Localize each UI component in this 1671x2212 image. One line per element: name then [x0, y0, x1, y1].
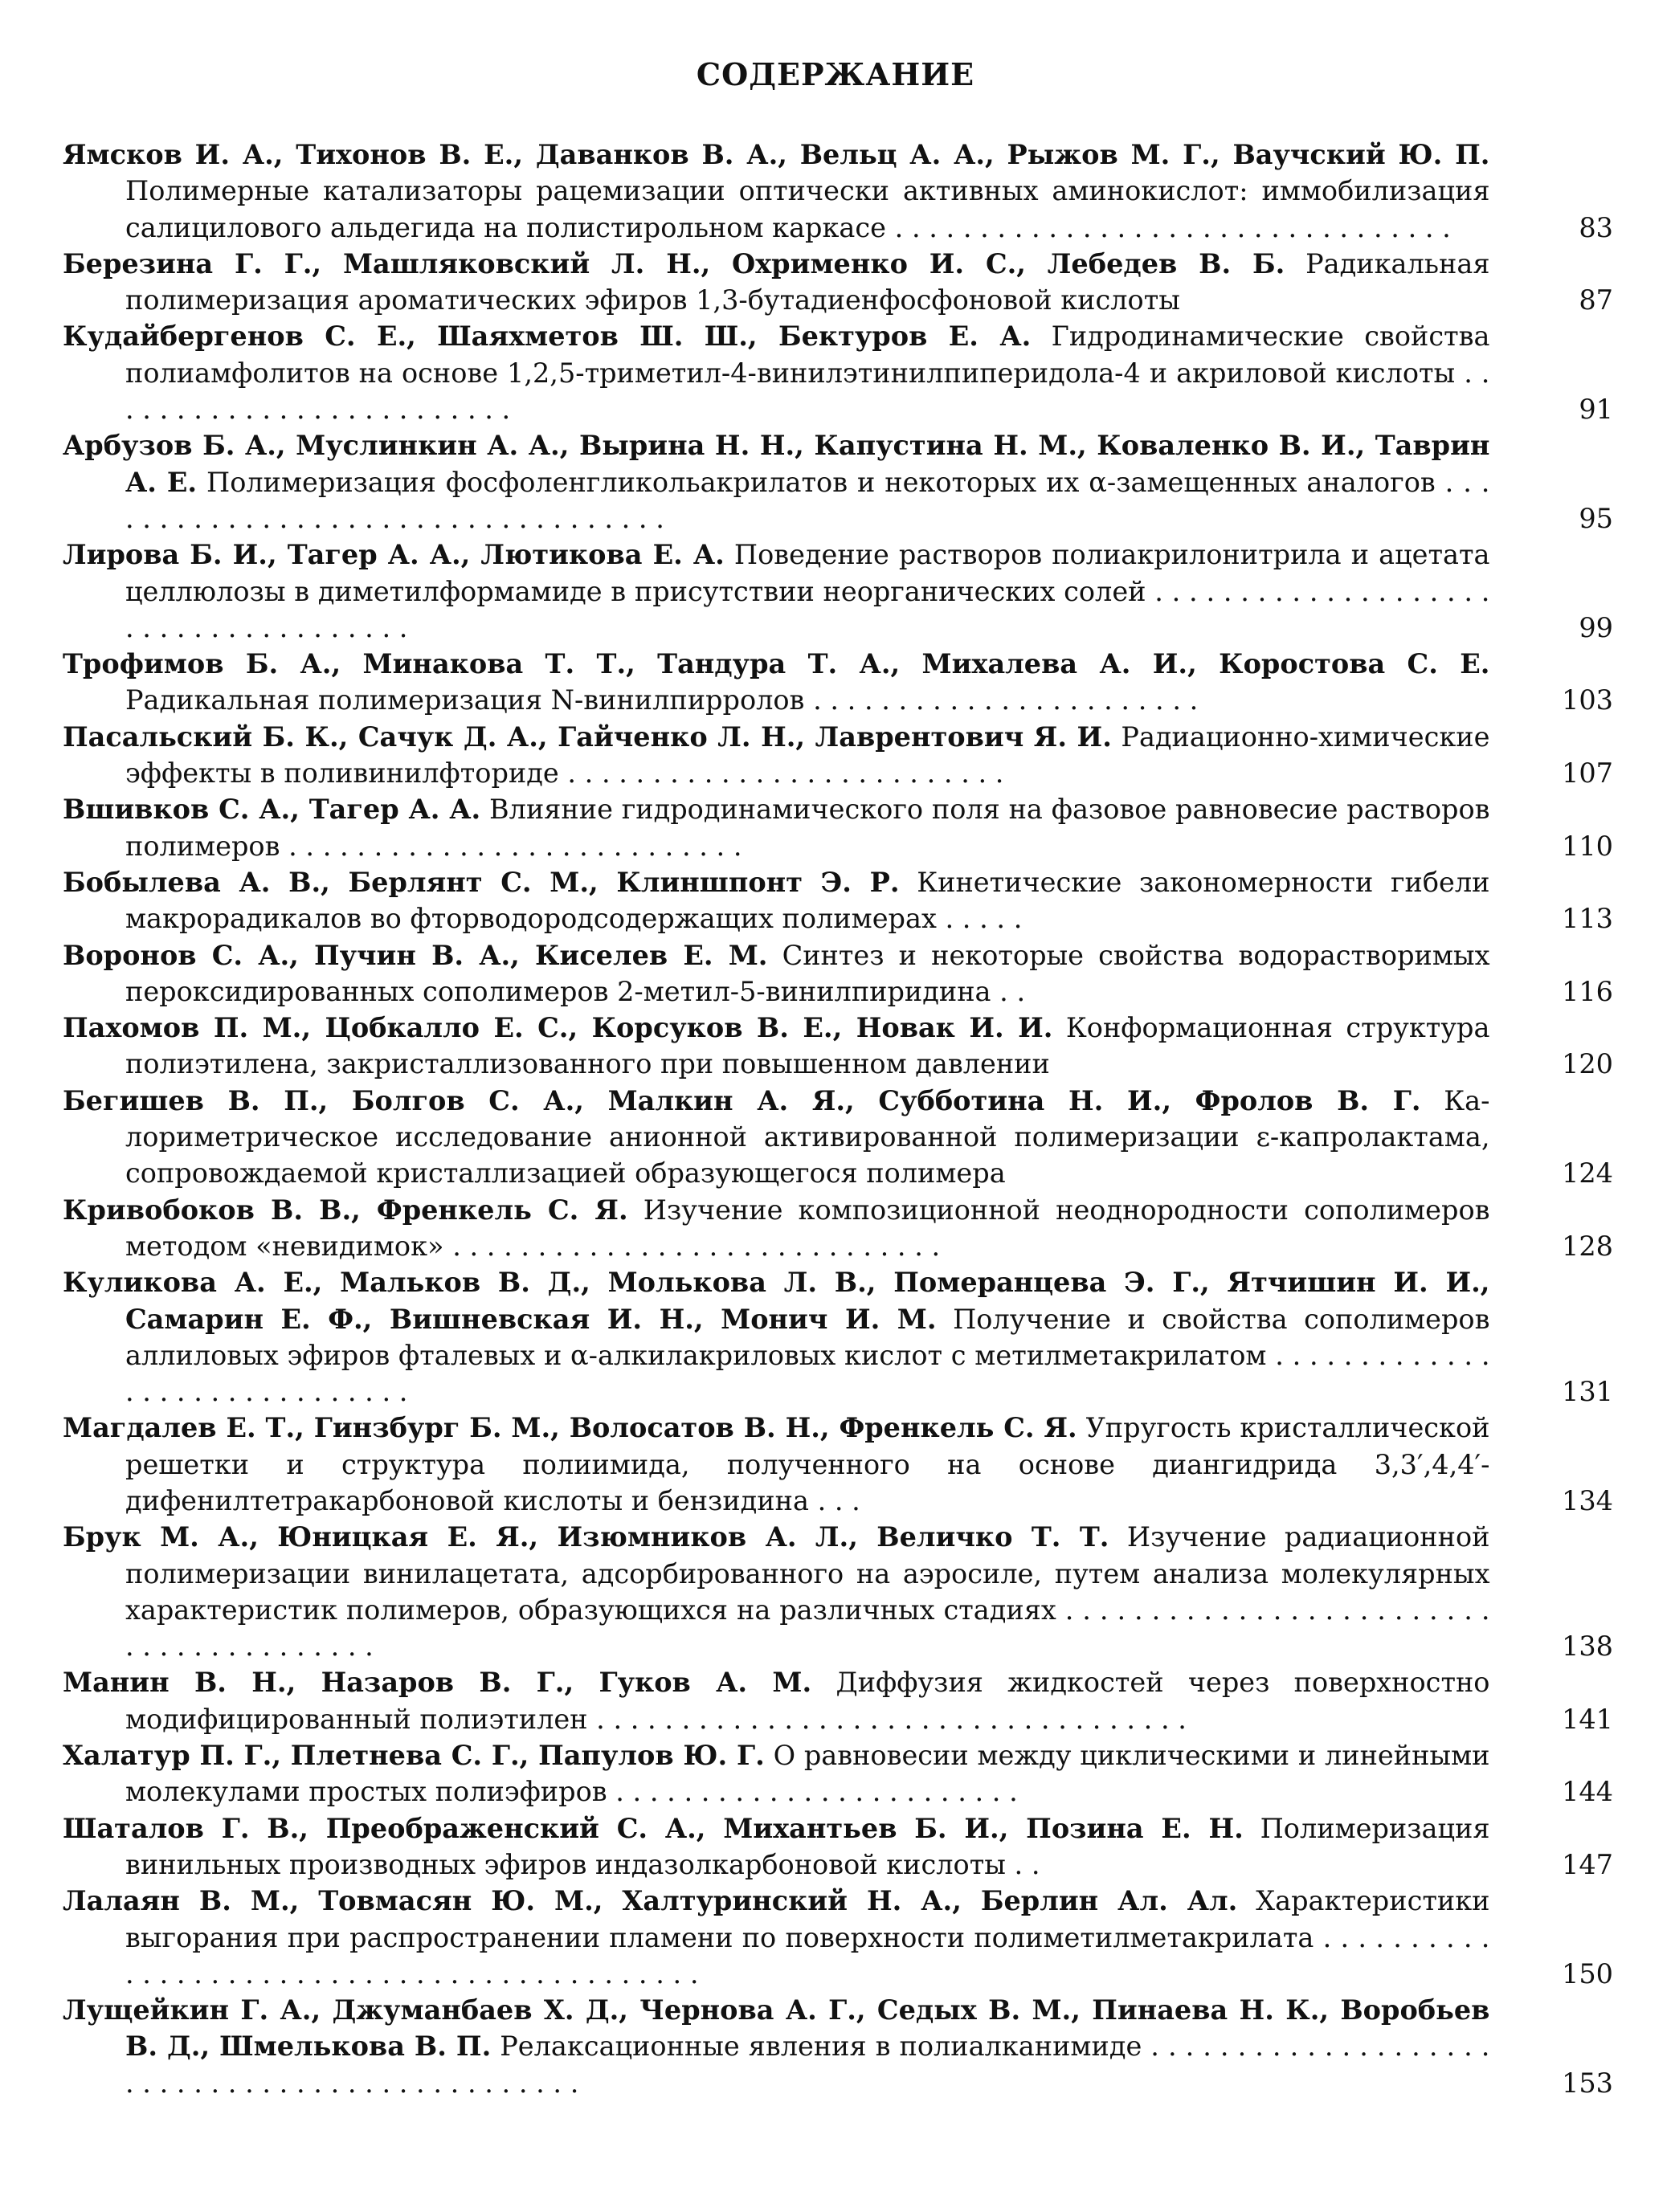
toc-entry-text: [63, 537, 1489, 646]
toc-entry-text: [63, 864, 1489, 937]
toc-entry-text: [63, 1264, 1489, 1410]
toc-entry-text: [63, 1737, 1489, 1810]
entry-authors: Кривобоков В. В., Френкель С. Я.: [63, 1194, 628, 1226]
entry-page-number: 138: [1562, 1630, 1613, 1663]
entry-authors: Арбузов Б. А., Муслинкин А. А., Вырина Н. Н., Капустина Н. М., Коваленко В. И., Таврин А. Е.: [63, 430, 1490, 498]
entry-page-number: 153: [1562, 2067, 1613, 2099]
leader-dots: . . . . . . . . . . . . . . . . . . . . . . . . . .: [558, 757, 1004, 790]
toc-entry-text: [63, 791, 1489, 864]
toc-entry-text: [63, 1192, 1489, 1265]
toc-entry: [63, 1083, 1613, 1192]
entry-title: Полимеризация фосфоленгликольакрилатов и некоторых их α-замещенных аналогов: [206, 466, 1436, 498]
leader-dots: . . .: [808, 1484, 860, 1516]
entry-title: Характеристики выгорания при распространении пламени по поверхности полиметилметакрилата: [125, 1885, 1490, 1953]
entry-authors: Пасальский Б. К., Сачук Д. А., Гайченко Л. Н., Лаврентович Я. И.: [63, 720, 1112, 753]
entry-authors: Лалаян В. М., Товмасян Ю. М., Халтуринский Н. А., Берлин Ал. Ал.: [63, 1885, 1238, 1917]
leader-dots: . .: [1005, 1848, 1040, 1880]
toc-entry-text: [63, 246, 1489, 319]
leader-dots: . . . . . . . . . . . . . . . . . . . . . . . . .: [125, 357, 1490, 426]
entry-page-number: 120: [1562, 1048, 1613, 1080]
entry-page-number: 150: [1562, 1957, 1613, 1990]
entry-authors: Брук М. А., Юницкая Е. Я., Изюмников А. Л., Величко Т. Т.: [63, 1521, 1109, 1553]
toc-entry: [63, 1519, 1613, 1664]
entry-title: Полимеризация винильных производных эфиров индазолкарбоновой кислоты: [125, 1812, 1490, 1880]
toc-entry-text: [63, 937, 1489, 1010]
table-of-contents: [63, 137, 1613, 2101]
entry-authors: Халатур П. Г., Плетнева С. Г., Папулов Ю. Г.: [63, 1740, 765, 1772]
entry-title: Конформационная структура полиэтилена, закристаллизованного при повышенном давлении: [125, 1012, 1490, 1080]
toc-entry: [63, 1010, 1613, 1083]
entry-authors: Лущейкин Г. А., Джуманбаев Х. Д., Чернова А. Г., Седых В. М., Пинаева Н. К., Воробьев В. Д., Шмелькова В. П.: [63, 1994, 1490, 2063]
toc-entry: [63, 1737, 1613, 1810]
toc-entry-text: [63, 1992, 1489, 2101]
toc-entry: [63, 646, 1613, 719]
toc-entry: [63, 427, 1613, 537]
leader-dots: . . . . . . . . . . . . . . . . . . . . . . . . . . .: [280, 830, 742, 862]
toc-entry-text: [63, 1083, 1489, 1192]
leader-dots: . . . . . . . . . . . . . . . . . . . . . . . . . . . . .: [443, 1230, 941, 1262]
toc-entry: [63, 246, 1613, 319]
leader-dots: . .: [991, 975, 1026, 1007]
entry-authors: Ямсков И. А., Тихонов В. Е., Даванков В. А., Вельц А. А., Рыжов М. Г., Ваучский Ю. П.: [63, 139, 1490, 170]
toc-entry: [63, 1810, 1613, 1883]
toc-entry-text: [63, 719, 1489, 792]
entry-title: Радикальная полимеризация ароматических эфиров 1,3-бутадиенфосфоновой кислоты: [125, 247, 1490, 316]
entry-title: Упругость кристаллической решетки и структура полиимида, полученного на основе диангидрида 3,3′,4,4′-дифенилтетракарбоновой кислоты и бензидина: [125, 1412, 1490, 1516]
toc-entry-text: [63, 318, 1489, 427]
entry-page-number: 91: [1579, 394, 1613, 426]
entry-authors: Вшивков С. А., Тагер А. А.: [63, 794, 481, 826]
toc-entry-text: [63, 1810, 1489, 1883]
entry-title: Гидродинамические свойства полиамфолитов на основе 1,2,5-триметил-4-винилэтинилпиперидола-4 и акриловой кислоты: [125, 320, 1490, 389]
leader-dots: . . . . . . . . . . . . . . . . . . . . . . .: [804, 684, 1199, 716]
entry-authors: Бобылева А. В., Берлянт С. М., Клиншпонт Э. Р.: [63, 866, 900, 898]
leader-dots: . . . . . . . . . . . . . . . . . . . . . . . . . . . . . . . . . . .: [125, 466, 1490, 534]
entry-page-number: 124: [1562, 1157, 1613, 1190]
entry-authors: Лирова Б. И., Тагер А. А., Лютикова Е. А.: [63, 539, 725, 571]
toc-entry-text: [63, 1664, 1489, 1737]
toc-entry: [63, 1264, 1613, 1410]
entry-page-number: 95: [1579, 502, 1613, 534]
entry-page-number: 83: [1579, 211, 1613, 243]
entry-title: Влияние гидродинамического поля на фазовое равновесие растворов полимеров: [125, 794, 1490, 862]
leader-dots: . . . . .: [936, 903, 1023, 935]
entry-authors: Куликова А. Е., Мальков В. Д., Молькова Л. В., Померанцева Э. Г., Ятчишин И. И., Самарин Е. Ф., Вишневская И. Н., Монич И. М.: [63, 1267, 1490, 1335]
entry-authors: Шаталов Г. В., Преображенский С. А., Михантьев Б. И., Позина Е. Н.: [63, 1812, 1244, 1844]
entry-title: Релаксационные явления в полиалканимиде: [500, 2030, 1142, 2063]
entry-title: Полимерные катализаторы рацемизации оптически активных аминокислот: иммобилизация салицилового альдегида на полистирольном каркасе: [125, 175, 1490, 243]
entry-page-number: 131: [1562, 1376, 1613, 1408]
entry-title: Изучение композиционной неоднородности сополимеров методом «невидимок»: [125, 1194, 1490, 1262]
entry-title: Кинетические закономерности гибели макрорадикалов во фторводородсодержащих полимерах: [125, 866, 1490, 935]
toc-entry-text: [63, 1519, 1489, 1664]
leader-dots: . . . . . . . . . . . . . . . . . . . . . . . . . . . . . . . . . . .: [587, 1703, 1187, 1735]
toc-entry-text: [63, 646, 1489, 719]
toc-entry: [63, 1410, 1613, 1519]
toc-entry-text: [63, 427, 1489, 537]
leader-dots: . . . . . . . . . . . . . . . . . . . . . . . .: [607, 1776, 1018, 1808]
leader-dots: . . . . . . . . . . . . . . . . . . . . . . . . . . . . . . . . . . . . . . . . . . . .: [125, 1921, 1490, 1990]
entry-title: Поведение растворов полиакрилонитрила и ацетата целлюлозы в диметилформамиде в присутствии неорганических солей: [125, 539, 1490, 607]
leader-dots: . . . . . . . . . . . . . . . . . . . . . . . . . . . . . .: [125, 1339, 1490, 1408]
entry-title: О равновесии между циклическими и линейными молекулами простых полиэфиров: [125, 1740, 1490, 1808]
leader-dots: . . . . . . . . . . . . . . . . . . . . . . . . . . . . . . . . . . . . .: [125, 575, 1490, 643]
entry-page-number: 128: [1562, 1230, 1613, 1262]
entry-page-number: 110: [1562, 830, 1613, 862]
entry-page-number: 113: [1562, 903, 1613, 935]
toc-entry: [63, 791, 1613, 864]
toc-entry: [63, 937, 1613, 1010]
entry-authors: Бегишев В. П., Болгов С. А., Малкин А. Я., Субботина Н. И., Фролов В. Г.: [63, 1084, 1421, 1116]
entry-page-number: 99: [1579, 611, 1613, 643]
entry-authors: Трофимов Б. А., Минакова Т. Т., Тандура Т. А., Михалева А. И., Коростова С. Е.: [63, 648, 1490, 680]
entry-page-number: 134: [1562, 1484, 1613, 1516]
entry-page-number: 107: [1562, 757, 1613, 790]
toc-entry-text: [63, 1010, 1489, 1083]
entry-page-number: 103: [1562, 684, 1613, 716]
entry-authors: Кудайбергенов С. Е., Шаяхметов Ш. Ш., Бектуров Е. А.: [63, 320, 1032, 353]
toc-entry-text: [63, 137, 1489, 246]
entry-authors: Магдалев Е. Т., Гинзбург Б. М., Волосатов В. Н., Френкель С. Я.: [63, 1412, 1077, 1444]
entry-authors: Манин В. Н., Назаров В. Г., Гуков А. М.: [63, 1667, 812, 1699]
entry-page-number: 147: [1562, 1848, 1613, 1880]
entry-page-number: 141: [1562, 1703, 1613, 1735]
toc-entry: [63, 864, 1613, 937]
toc-entry: [63, 719, 1613, 792]
toc-entry: [63, 137, 1613, 246]
entry-page-number: 116: [1562, 975, 1613, 1007]
toc-entry: [63, 318, 1613, 427]
entry-page-number: 144: [1562, 1776, 1613, 1808]
entry-page-number: 87: [1579, 284, 1613, 316]
entry-title: Радикальная полимеризация N-винилпирролов: [125, 684, 805, 716]
entry-title: Диффузия жидкостей через поверхностно модифицированный полиэтилен: [125, 1667, 1490, 1735]
entry-authors: Пахомов П. М., Цобкалло Е. С., Корсуков В. Е., Новак И. И.: [63, 1012, 1053, 1044]
toc-entry-text: [63, 1410, 1489, 1519]
leader-dots: . . . . . . . . . . . . . . . . . . . . . . . . . . . . . . . . . . . . . . . . . . . . . . .: [125, 2030, 1490, 2099]
entry-title: Получение и свойства сополимеров аллиловых эфиров фталевых и α-алкилакриловых кислот с метилметакрилатом: [125, 1303, 1490, 1371]
entry-title: Калориметрическое исследование анионной активированной полимеризации ε-капролактама, сопровождаемой кристаллизацией образующегося полимера: [125, 1084, 1490, 1190]
toc-entry: [63, 1883, 1613, 1992]
toc-entry: [63, 1192, 1613, 1265]
entry-title: Синтез и некоторые свойства водорастворимых пероксидированных сополимеров 2-метил-5-винилпиридина: [125, 939, 1490, 1007]
toc-entry-text: [63, 1883, 1489, 1992]
leader-dots: . . . . . . . . . . . . . . . . . . . . . . . . . . . . . . . . . . . . . . . .: [125, 1594, 1490, 1663]
leader-dots: . . . . . . . . . . . . . . . . . . . . . . . . . . . . . . . . .: [886, 211, 1451, 243]
entry-title: Радиационно-химические эффекты в поливинилфториде: [125, 720, 1490, 790]
toc-entry: [63, 1992, 1613, 2101]
entry-title: Изучение радиационной полимеризации винилацетата, адсорбированного на аэросиле, путем анализа молекулярных характеристик полимеров, образующихся на различных стадиях: [125, 1521, 1490, 1626]
toc-entry: [63, 1664, 1613, 1737]
toc-entry: [63, 537, 1613, 646]
entry-authors: Березина Г. Г., Машляковский Л. Н., Охрименко И. С., Лебедев В. Б.: [63, 247, 1285, 280]
page-title: СОДЕРЖАНИЕ: [696, 56, 975, 92]
entry-authors: Воронов С. А., Пучин В. А., Киселев Е. М.: [63, 939, 768, 971]
